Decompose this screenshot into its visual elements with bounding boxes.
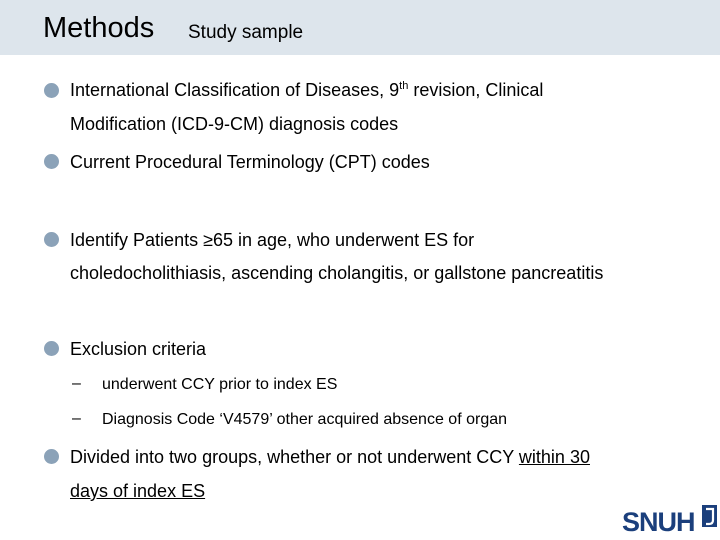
bullet-icon bbox=[44, 449, 59, 464]
bullet-1-line-2: Modification (ICD-9-CM) diagnosis codes bbox=[70, 114, 399, 134]
bullet-icon bbox=[44, 341, 59, 356]
bullet-3-line-1: Identify Patients ≥65 in age, who underwent ES for bbox=[70, 230, 475, 250]
sub-bullet-dash: – bbox=[72, 375, 81, 392]
bullet-5-text: Divided into two groups, whether or not underwent CCY bbox=[70, 447, 519, 467]
bullet-4-sub-1: underwent CCY prior to index ES bbox=[102, 376, 338, 393]
bullet-5-line-1 bbox=[70, 447, 590, 468]
bullet-2-text: Current Procedural Terminology (CPT) codes bbox=[70, 152, 430, 172]
sub-bullet-dash: – bbox=[72, 410, 81, 427]
bullet-4-sub-2: Diagnosis Code ‘V4579’ other acquired absence of organ bbox=[102, 411, 508, 428]
bullet-icon bbox=[44, 83, 59, 98]
logo-text: SNUH bbox=[622, 507, 695, 537]
bullet-1-tail: revision, Clinical bbox=[408, 80, 544, 100]
bullet-1-line-1 bbox=[70, 80, 543, 101]
slide-title: Methods bbox=[43, 12, 155, 44]
bullet-5-line-2: days of index ES bbox=[70, 481, 206, 501]
slide-header bbox=[0, 0, 720, 55]
bullet-3-line-2: choledocholithiasis, ascending cholangitis, or gallstone pancreatitis bbox=[70, 263, 604, 283]
bullet-5-underlined-text: within 30 bbox=[518, 447, 590, 467]
bullet-4-text: Exclusion criteria bbox=[70, 339, 207, 359]
logo-mark-icon bbox=[702, 505, 717, 527]
slide-subtitle: Study sample bbox=[188, 22, 304, 43]
bullet-1-text: International Classification of Diseases, 9 bbox=[70, 80, 400, 100]
bullet-1-superscript: th bbox=[399, 80, 409, 92]
snuh-logo bbox=[622, 505, 718, 539]
bullet-icon bbox=[44, 232, 59, 247]
bullet-icon bbox=[44, 154, 59, 169]
